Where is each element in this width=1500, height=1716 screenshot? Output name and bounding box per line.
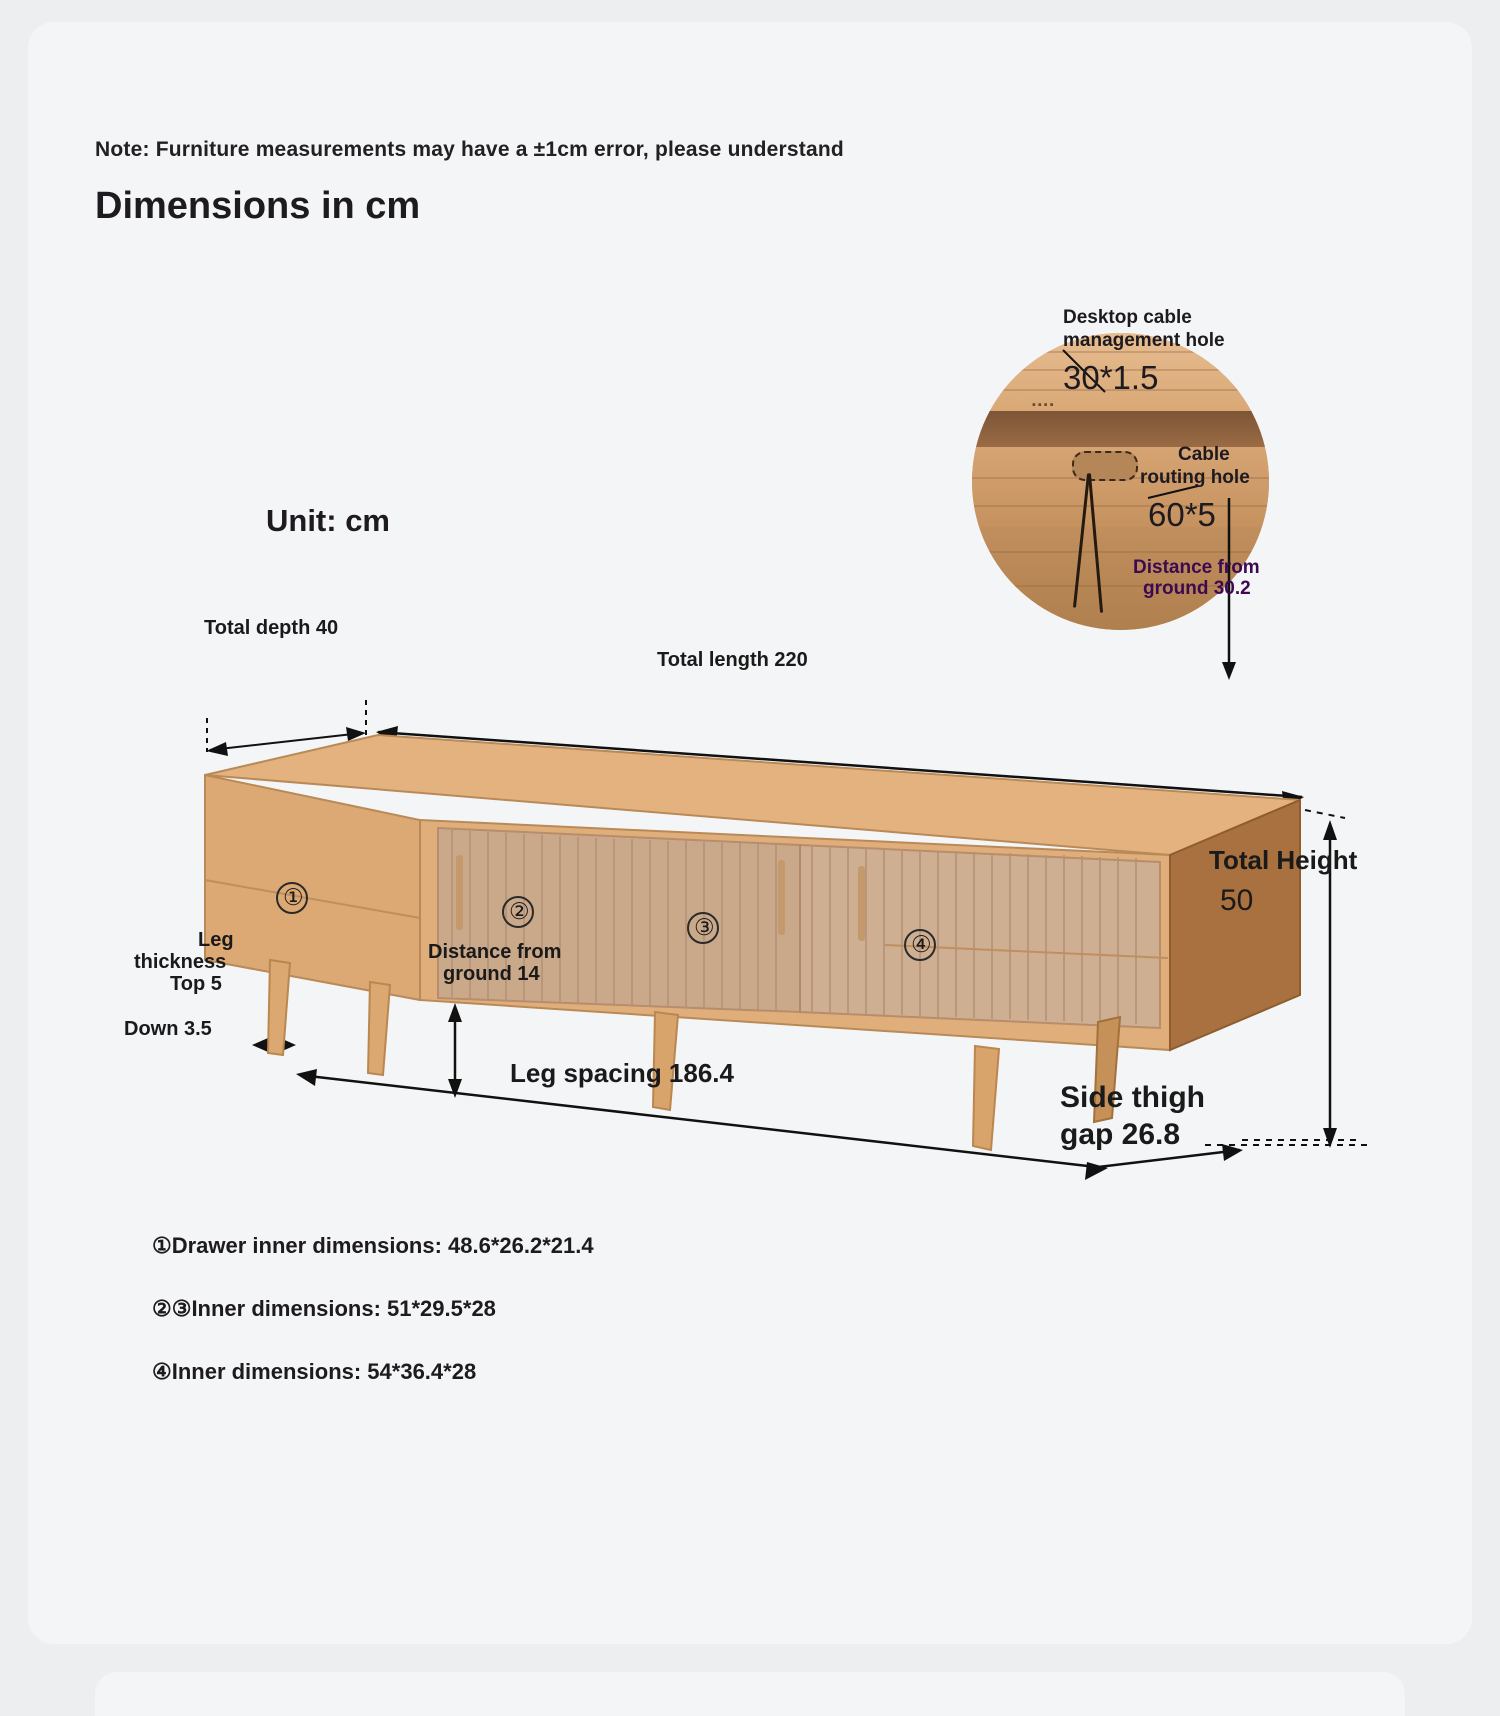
footnote-1: ①Drawer inner dimensions: 48.6*26.2*21.4 bbox=[152, 1233, 594, 1258]
footnote-2: ②③Inner dimensions: 51*29.5*28 bbox=[152, 1296, 496, 1321]
ground-clearance-line1: Distance from bbox=[428, 941, 562, 963]
leg-thickness-line4: Down 3.5 bbox=[124, 1018, 212, 1040]
callout-2: ② bbox=[509, 898, 530, 924]
page-title: Dimensions in cm bbox=[95, 185, 421, 227]
leg-thickness-line2: thickness bbox=[134, 951, 227, 973]
cable-routing-label-line2: routing hole bbox=[1140, 467, 1250, 488]
cable-routing-label-line1: Cable bbox=[1178, 444, 1230, 465]
callout-1: ① bbox=[283, 884, 304, 910]
total-height-label: Total Height bbox=[1209, 845, 1358, 875]
total-depth-label: Total depth 40 bbox=[204, 617, 339, 639]
footnote-3: ④Inner dimensions: 54*36.4*28 bbox=[152, 1359, 477, 1384]
callout-4: ④ bbox=[911, 931, 932, 957]
leg-thickness-line3: Top 5 bbox=[170, 973, 222, 995]
measurement-note: Note: Furniture measurements may have a ±1cm error, please understand bbox=[95, 138, 844, 161]
desktop-cable-hole-label-line2: management hole bbox=[1063, 330, 1225, 351]
photo-screw-detail: ▪▪▪▪ bbox=[1032, 399, 1056, 411]
ground-clearance-line2: ground 14 bbox=[443, 963, 540, 985]
side-gap-line1: Side thigh bbox=[1060, 1081, 1205, 1114]
callout-3: ③ bbox=[694, 914, 715, 940]
side-gap-line2: gap 26.8 bbox=[1060, 1118, 1181, 1151]
total-height-value: 50 bbox=[1220, 884, 1254, 917]
cable-routing-value: 60*5 bbox=[1148, 496, 1216, 533]
ground-distance-label-line1: Distance from bbox=[1133, 557, 1260, 578]
desktop-cable-hole-value: 30*1.5 bbox=[1063, 359, 1159, 396]
ground-distance-label-line2: ground 30.2 bbox=[1143, 578, 1251, 599]
leg-spacing-label: Leg spacing 186.4 bbox=[510, 1058, 734, 1088]
total-length-label: Total length 220 bbox=[657, 649, 808, 671]
leg-thickness-line1: Leg bbox=[198, 929, 234, 951]
unit-label: Unit: cm bbox=[266, 503, 390, 538]
desktop-cable-hole-label-line1: Desktop cable bbox=[1063, 307, 1192, 328]
